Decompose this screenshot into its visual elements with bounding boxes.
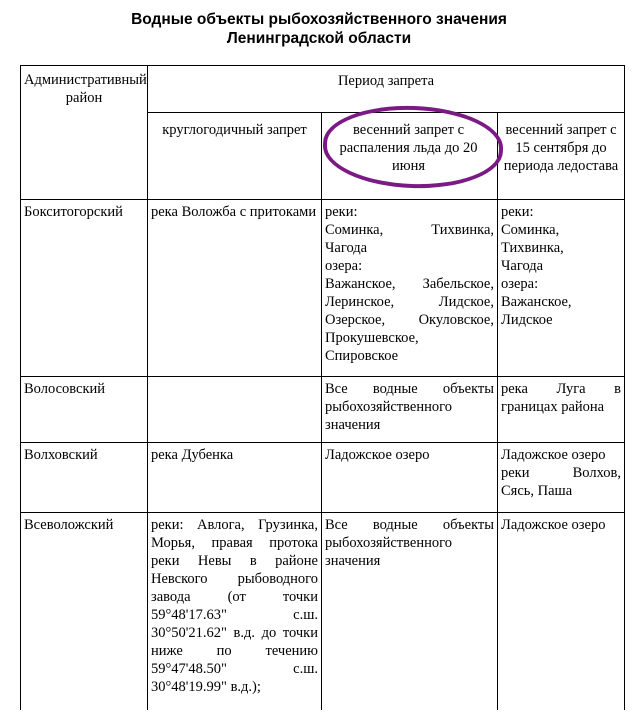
list-item: озера:: [501, 276, 539, 292]
autumn-cell: река Луга в границах района: [501, 381, 621, 415]
year-round-cell: река Воложба с притоками: [151, 204, 317, 220]
district-cell: Всеволожский: [24, 517, 114, 533]
autumn-cell: [498, 200, 624, 333]
list-item: Важанское, Забельское,: [325, 276, 494, 292]
list-item: Тихвинка,: [501, 240, 564, 256]
list-item: Озерское, Окуловское,: [325, 312, 494, 328]
header-period: [148, 66, 625, 113]
list-item: Прокушевское,: [325, 330, 419, 346]
list-item: озера:: [325, 258, 363, 274]
list-item: реки:: [501, 204, 534, 220]
title-line-2: Ленинградской области: [226, 30, 412, 47]
table-row: [21, 377, 625, 443]
table-row: [21, 200, 625, 377]
title-line-1: Водные объекты рыбохозяйственного значения: [131, 11, 507, 28]
district-cell: Волховский: [24, 447, 98, 463]
list-item: Ладожское озеро: [501, 447, 606, 463]
header-admin-district: [21, 66, 148, 200]
list-item: Спировское: [325, 348, 399, 364]
district-cell: Бокситогорский: [24, 204, 123, 220]
subheader-autumn: [498, 113, 625, 200]
spring-cell: [322, 200, 497, 369]
header-period-label: Период запрета: [337, 73, 435, 89]
list-item: Важанское,: [501, 294, 572, 310]
spring-cell: Все водные объекты рыбохозяйственного значения: [325, 381, 494, 433]
year-round-cell: реки: Авлога, Грузинка, Морья, правая протока реки Невы в районе Невского рыбоводного завода (от точки 59°48'17.63" с.ш. 30°50'21.62" в.д. до точки ниже по течению 59°47'48.50" с.ш. 30°48'19.99" в.д.);: [151, 517, 318, 695]
year-round-cell: [148, 377, 321, 384]
table-row: [21, 443, 625, 513]
list-item: Сясь, Паша: [501, 483, 573, 499]
list-item: Лидское: [501, 312, 553, 328]
list-item: Чагода: [325, 240, 368, 256]
autumn-cell: Ладожское озеро: [501, 517, 606, 533]
document-title: [0, 10, 638, 48]
subheader-autumn-label: весенний запрет с 15 сентября до периода ледостава: [503, 122, 619, 174]
list-item: Леринское, Лидское,: [325, 294, 494, 310]
fishing-ban-table: [20, 65, 625, 710]
header-admin-district-label: Административный район: [24, 72, 147, 106]
list-item: Чагода: [501, 258, 544, 274]
spring-cell: Ладожское озеро: [325, 447, 430, 463]
list-item: Соминка, Тихвинка,: [325, 222, 494, 238]
autumn-cell: [498, 443, 624, 504]
year-round-cell: река Дубенка: [151, 447, 234, 463]
list-item: реки Волхов,: [501, 465, 621, 481]
header-row: [21, 66, 625, 113]
subheader-year-round: [148, 113, 322, 200]
subheader-spring-label: весенний запрет с распаления льда до 20 июня: [339, 122, 478, 174]
spring-cell: Все водные объекты рыбохозяйственного значения: [325, 517, 494, 569]
list-item: реки:: [325, 204, 358, 220]
subheader-spring: [322, 113, 498, 200]
list-item: Соминка,: [501, 222, 560, 238]
table-row: [21, 513, 625, 711]
district-cell: Волосовский: [24, 381, 106, 397]
subheader-year-round-label: круглогодичный запрет: [162, 122, 307, 138]
